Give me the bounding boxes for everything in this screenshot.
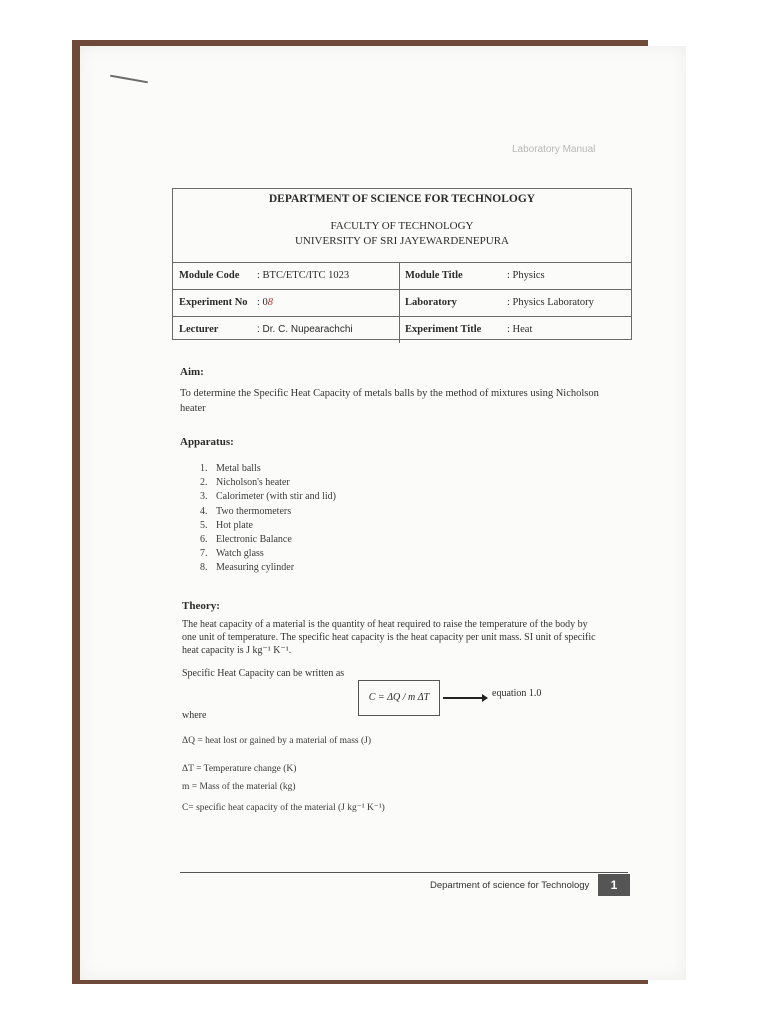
aim-text: To determine the Specific Heat Capacity of metals balls by the method of mixtures using Nicholson heater <box>180 388 599 414</box>
equation-label: equation 1.0 <box>492 688 542 699</box>
aim-heading: Aim: <box>180 366 204 378</box>
definition-specific-heat: C= specific heat capacity of the material (J kg⁻¹ K⁻¹) <box>182 803 385 813</box>
list-item: 3. Calorimeter (with stir and lid) <box>200 491 336 503</box>
document-page <box>80 46 686 980</box>
experiment-no-value: : 08 <box>257 297 274 308</box>
module-code-value: : BTC/ETC/ITC 1023 <box>257 270 350 281</box>
list-item: 6. Electronic Balance <box>200 534 292 546</box>
footer-rule <box>180 872 628 873</box>
header-row-lecturer <box>173 317 631 343</box>
list-item: 2. Nicholson's heater <box>200 477 290 489</box>
apparatus-heading: Apparatus: <box>180 436 234 448</box>
list-item: 5. Hot plate <box>200 519 253 531</box>
theory-intro: Specific Heat Capacity can be written as <box>182 668 345 679</box>
list-item: 1. Metal balls <box>200 463 261 474</box>
lecturer-label: Lecturer <box>179 324 219 335</box>
faculty-name: FACULTY OF TECHNOLOGY <box>330 220 474 232</box>
experiment-no-label: Experiment No <box>179 297 248 308</box>
running-head: Laboratory Manual <box>512 144 596 155</box>
list-item: 7. Watch glass <box>200 548 264 560</box>
footer-text: Department of science for Technology <box>430 880 590 891</box>
header-row-module <box>173 263 631 290</box>
definition-delta-q: ΔQ = heat lost or gained by a material of mass (J) <box>182 736 372 746</box>
theory-heading: Theory: <box>182 600 220 612</box>
equation-box: C = ΔQ / m ΔT <box>358 680 440 716</box>
page-number: 1 <box>598 874 630 896</box>
apparatus-list <box>200 462 336 576</box>
definition-mass: m = Mass of the material (kg) <box>182 782 296 792</box>
definition-delta-t: ΔT = Temperature change (K) <box>182 764 297 774</box>
faculty-block <box>173 219 631 249</box>
laboratory-value: : Physics Laboratory <box>507 297 594 308</box>
list-item: 8. Measuring cylinder <box>200 562 295 574</box>
where-label: where <box>182 710 207 721</box>
experiment-title-label: Experiment Title <box>405 324 482 335</box>
module-code-label: Module Code <box>179 270 240 281</box>
header-table <box>172 188 632 340</box>
handwritten-number: 8 <box>267 297 274 308</box>
list-item: 4. Two thermometers <box>200 505 292 517</box>
university-name: UNIVERSITY OF SRI JAYEWARDENEPURA <box>294 235 509 247</box>
header-title-block <box>173 189 631 263</box>
module-title-value: : Physics <box>507 270 545 281</box>
department-name: DEPARTMENT OF SCIENCE FOR TECHNOLOGY <box>268 193 536 205</box>
laboratory-label: Laboratory <box>405 297 457 308</box>
arrow-right-icon <box>443 697 483 699</box>
experiment-title-value: : Heat <box>507 324 533 335</box>
lecturer-value: : Dr. C. Nupearachchi <box>257 324 353 335</box>
header-row-experiment <box>173 290 631 317</box>
module-title-label: Module Title <box>405 270 463 281</box>
theory-text: The heat capacity of a material is the quantity of heat required to raise the temperature of the body by one unit of temperature. The specific heat capacity is the heat capacity per unit mass. SI unit of specific heat capacity is J kg⁻¹ K⁻¹. <box>182 619 596 656</box>
